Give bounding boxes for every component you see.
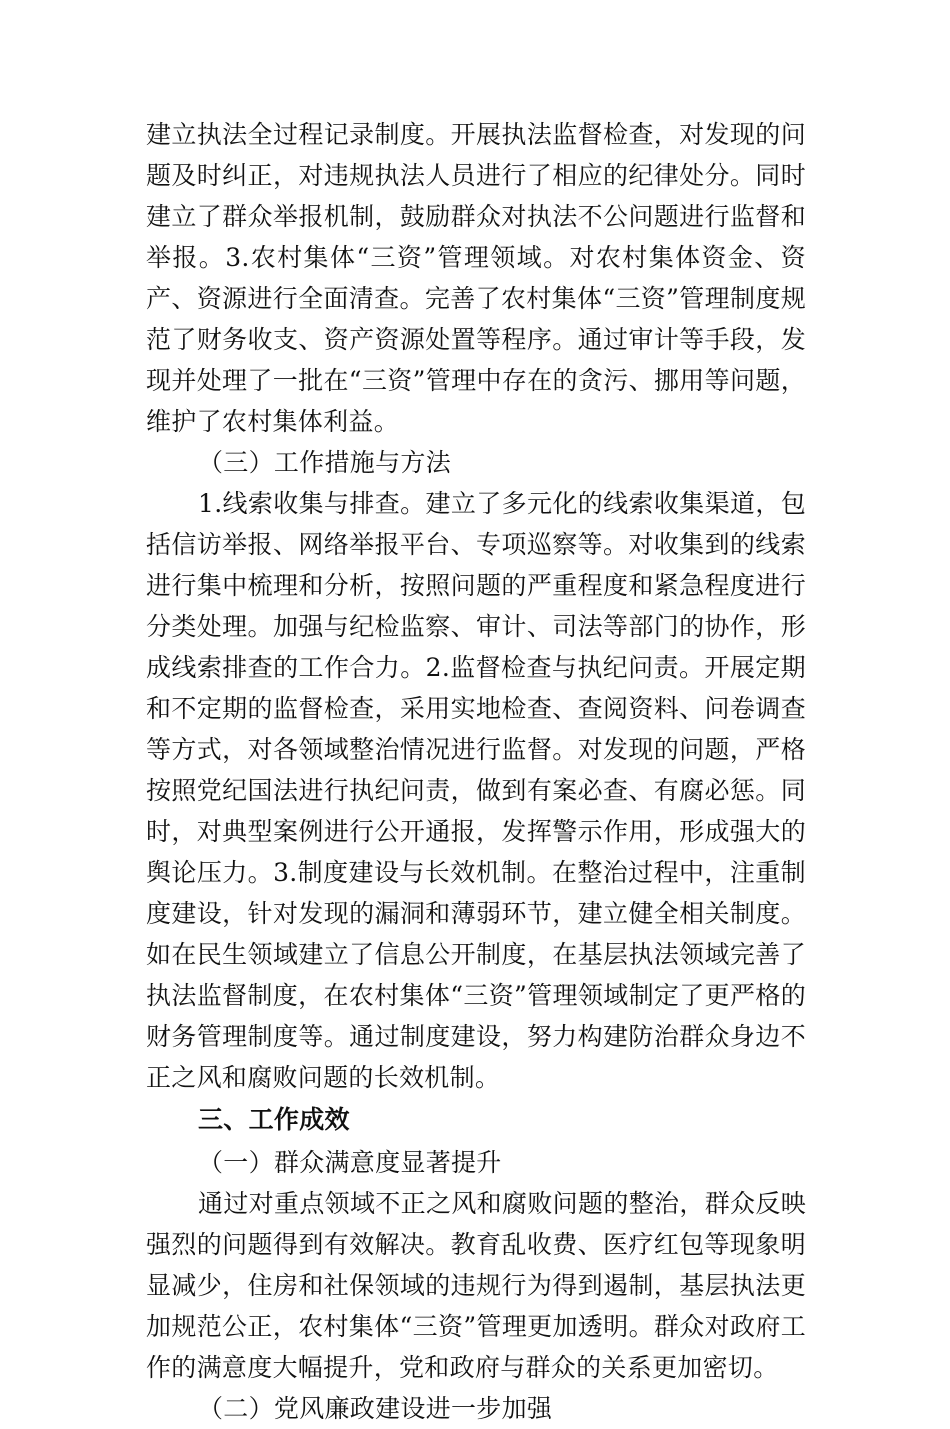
heading-work-results: 三、工作成效 bbox=[198, 1105, 350, 1134]
document-page bbox=[146, 114, 806, 1429]
paragraph-work-measures: 1.线索收集与排查。建立了多元化的线索收集渠道，包括信访举报、网络举报平台、专项巡察等。对收集到的线索进行集中梳理和分析，按照问题的严重程度和紧急程度进行分类处理。加强与纪检监察、审计、司法等部门的协作，形成线索排查的工作合力。2.监督检查与执纪问责。开展定期和不定期的监督检查，采用实地检查、查阅资料、问卷调查等方式，对各领域整治情况进行监督。对发现的问题，严格按照党纪国法进行执纪问责，做到有案必查、有腐必惩。同时，对典型案例进行公开通报，发挥警示作用，形成强大的舆论压力。3.制度建设与长效机制。在整治过程中，注重制度建设，针对发现的漏洞和薄弱环节，建立健全相关制度。如在民生领域建立了信息公开制度，在基层执法领域完善了执法监督制度，在农村集体“三资”管理领域制定了更严格的财务管理制度等。通过制度建设，努力构建防治群众身边不正之风和腐败问题的长效机制。 bbox=[146, 489, 806, 1092]
heading-work-measures: （三）工作措施与方法 bbox=[198, 448, 452, 477]
heading-satisfaction: （一）群众满意度显著提升 bbox=[198, 1148, 502, 1177]
paragraph-rural-assets: 建立执法全过程记录制度。开展执法监督检查，对发现的问题及时纠正，对违规执法人员进行了相应的纪律处分。同时建立了群众举报机制，鼓励群众对执法不公问题进行监督和举报。3.农村集体“三资”管理领域。对农村集体资金、资产、资源进行全面清查。完善了农村集体“三资”管理制度规范了财务收支、资产资源处置等程序。通过审计等手段，发现并处理了一批在“三资”管理中存在的贪污、挪用等问题，维护了农村集体利益。 bbox=[146, 120, 806, 436]
heading-party-conduct: （二）党风廉政建设进一步加强 bbox=[198, 1394, 553, 1423]
paragraph-satisfaction: 通过对重点领域不正之风和腐败问题的整治，群众反映强烈的问题得到有效解决。教育乱收费、医疗红包等现象明显减少，住房和社保领域的违规行为得到遏制，基层执法更加规范公正，农村集体“三资”管理更加透明。群众对政府工作的满意度大幅提升，党和政府与群众的关系更加密切。 bbox=[146, 1189, 806, 1382]
